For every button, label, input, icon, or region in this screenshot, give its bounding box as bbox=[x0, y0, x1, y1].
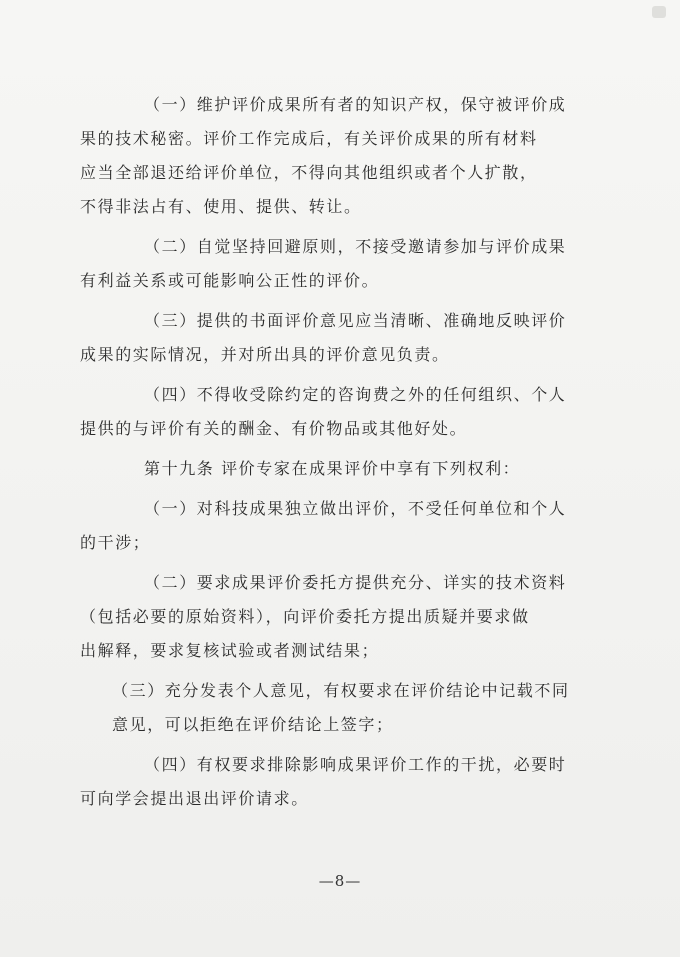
text-line: （一）维护评价成果所有者的知识产权，保守被评价成 bbox=[144, 95, 567, 114]
text-line: 可向学会提出退出评价请求。 bbox=[80, 789, 309, 808]
text-line: 应当全部退还给评价单位，不得向其他组织或者个人扩散， bbox=[80, 163, 538, 182]
text-line: （一）对科技成果独立做出评价，不受任何单位和个人 bbox=[144, 499, 567, 518]
text-line: 第十九条 评价专家在成果评价中享有下列权利： bbox=[144, 459, 521, 478]
text-line: （包括必要的原始资料），向评价委托方提出质疑并要求做 bbox=[80, 607, 530, 626]
text-line: 不得非法占有、使用、提供、转让。 bbox=[80, 197, 362, 216]
article-19-heading bbox=[112, 452, 592, 486]
paragraph-7 bbox=[80, 566, 592, 668]
corner-mark bbox=[652, 6, 666, 18]
text-line: （三）充分发表个人意见，有权要求在评价结论中记载不同 bbox=[112, 681, 570, 700]
page-number: —8— bbox=[318, 872, 362, 890]
paragraph-9 bbox=[80, 748, 592, 816]
text-line: 果的技术秘密。评价工作完成后，有关评价成果的所有材料 bbox=[80, 129, 538, 148]
text-line: （二）自觉坚持回避原则，不接受邀请参加与评价成果 bbox=[144, 237, 567, 256]
text-line: 成果的实际情况，并对所出具的评价意见负责。 bbox=[80, 345, 450, 364]
paragraph-4 bbox=[80, 378, 592, 446]
paragraph-2 bbox=[80, 230, 592, 298]
paragraph-3 bbox=[80, 304, 592, 372]
text-line: （二）要求成果评价委托方提供充分、详实的技术资料 bbox=[144, 573, 567, 592]
paragraph-1 bbox=[80, 88, 592, 224]
text-line: 出解释，要求复核试验或者测试结果； bbox=[80, 641, 380, 660]
text-line: 提供的与评价有关的酬金、有价物品或其他好处。 bbox=[80, 419, 468, 438]
text-line: （三）提供的书面评价意见应当清晰、准确地反映评价 bbox=[144, 311, 567, 330]
text-line: （四）有权要求排除影响成果评价工作的干扰，必要时 bbox=[144, 755, 567, 774]
document-body bbox=[80, 88, 592, 822]
text-line: 意见，可以拒绝在评价结论上签字； bbox=[112, 715, 394, 734]
text-line: 的干涉； bbox=[80, 533, 151, 552]
paragraph-6 bbox=[80, 492, 592, 560]
text-line: 有利益关系或可能影响公正性的评价。 bbox=[80, 271, 380, 290]
text-line: （四）不得收受除约定的咨询费之外的任何组织、个人 bbox=[144, 385, 567, 404]
paragraph-8 bbox=[112, 674, 592, 742]
